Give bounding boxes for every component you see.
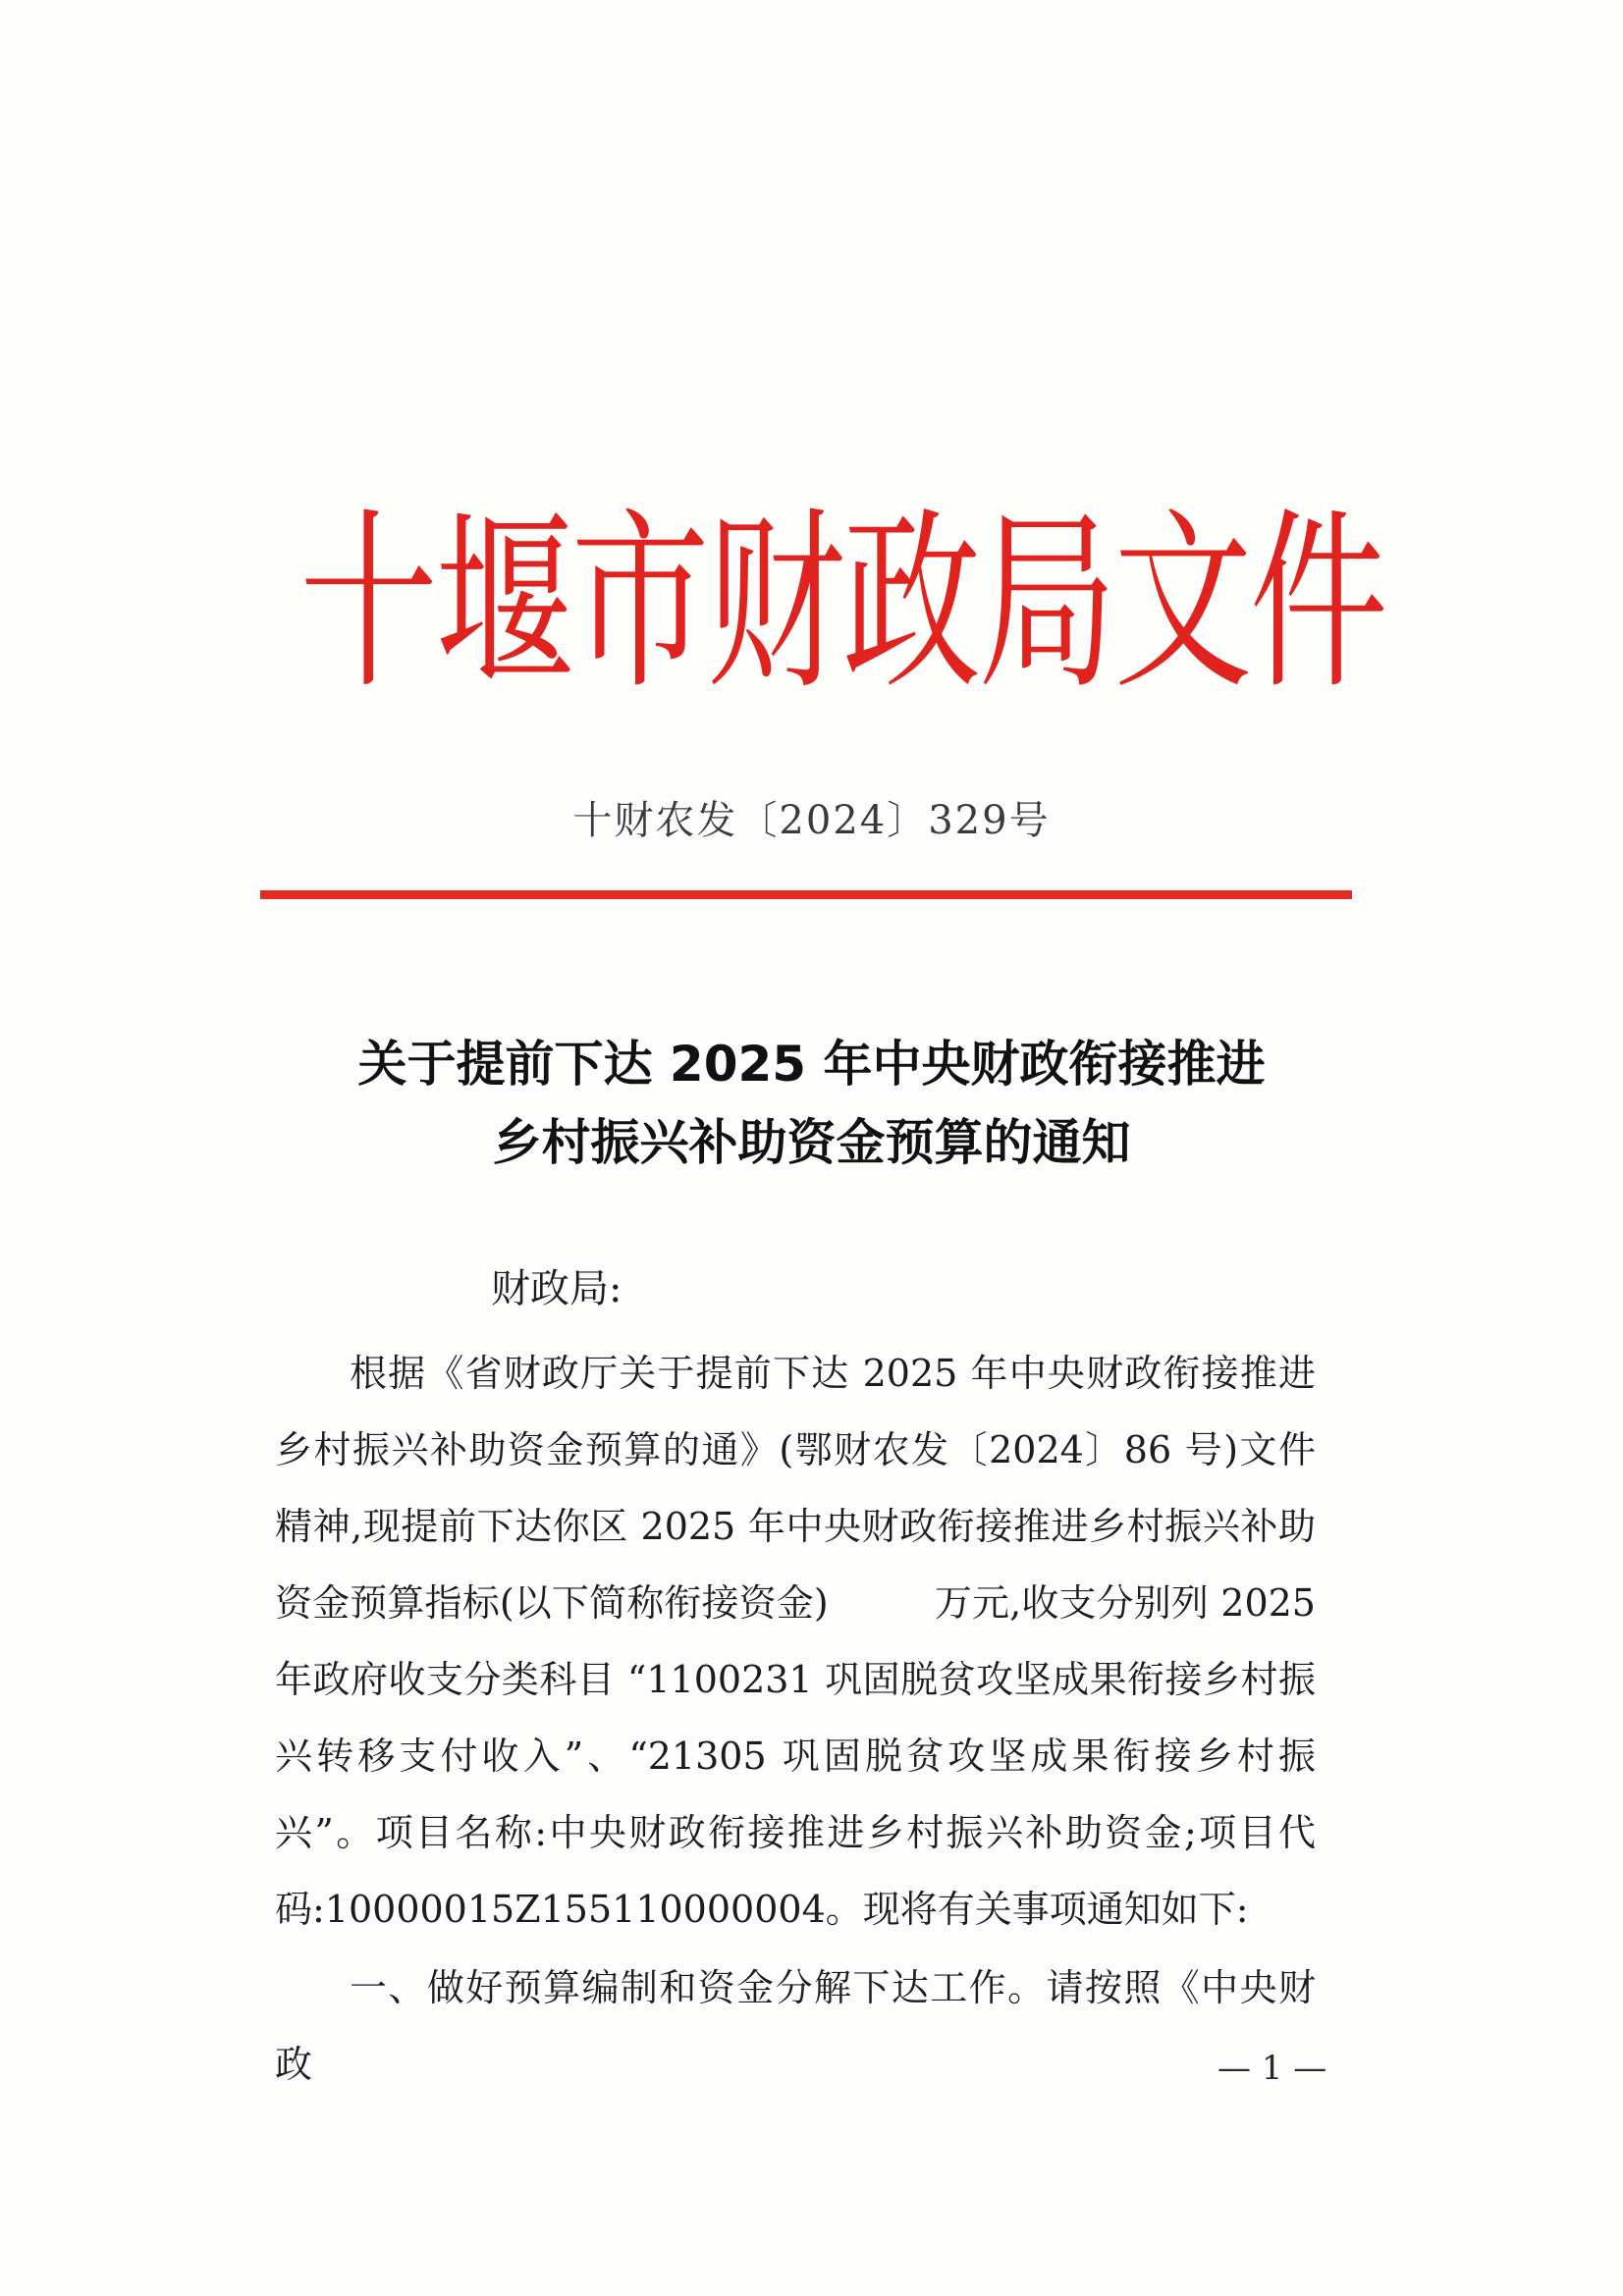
paragraph-1	[275, 1335, 1316, 1948]
document-number: 十财农发〔2024〕329号	[572, 798, 1051, 843]
paragraph-1-part-1: 根据《省财政厅关于提前下达 2025 年中央财政衔接推进乡村振兴补助资金预算的通》(鄂财农发〔2024〕86 号)文件精神,现提前下达你区 2025 年中央财政衔接推进乡村振兴补助资金预算指标(以下简称衔接资金)	[275, 1352, 1316, 1625]
paragraph-1-part-2: 万元,收支分别列 2025 年政府收支分类科目 “1100231 巩固脱贫攻坚成果衔接乡村振兴转移支付收入”、“21305 巩固脱贫攻坚成果衔接乡村振兴”。项目名称:中央财政衔接推进乡村振兴补助资金;项目代码:10000015Z155110000004。现将有关事项通知如下:	[275, 1581, 1316, 1931]
title-line-1: 关于提前下达 2025 年中央财政衔接推进	[357, 1036, 1266, 1093]
page-number: — 1 —	[1217, 2049, 1327, 2088]
notice-title	[0, 1025, 1623, 1182]
masthead-title: 十堰市财政局文件	[299, 492, 1385, 716]
body-text	[275, 1335, 1316, 2103]
salutation: 财政局:	[491, 1266, 622, 1311]
paragraph-2: 一、做好预算编制和资金分解下达工作。请按照《中央财政	[275, 1966, 1316, 2086]
red-divider-line	[260, 890, 1352, 899]
title-line-2: 乡村振兴补助资金预算的通知	[492, 1114, 1131, 1171]
